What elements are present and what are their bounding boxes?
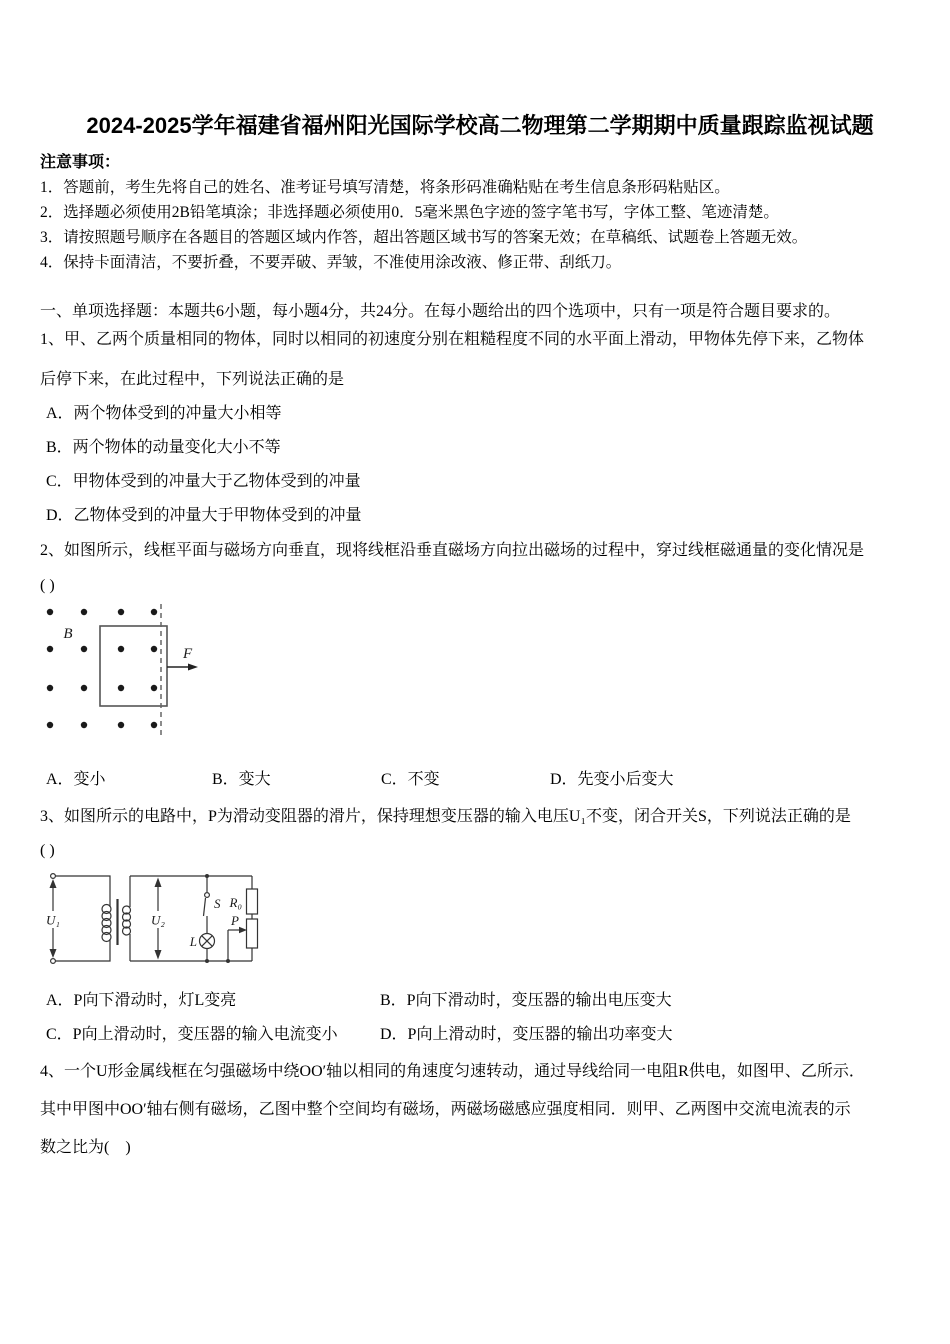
- q1-option-c: C．甲物体受到的冲量大于乙物体受到的冲量: [46, 473, 361, 490]
- q3-option-c: C．P向上滑动时，变压器的输入电流变小: [46, 1026, 338, 1043]
- input-terminal-bottom: [51, 959, 56, 964]
- question-1: [40, 329, 920, 526]
- q1-option-a: A．两个物体受到的冲量大小相等: [46, 405, 282, 422]
- q3-options-row2: [40, 1024, 920, 1045]
- switch-label: S: [214, 896, 221, 911]
- notice-section: [40, 152, 920, 273]
- section-heading: 一、单项选择题：本题共6小题，每小题4分，共24分。在每小题给出的四个选项中，只有一项是符合题目要求的。: [40, 303, 841, 320]
- switch-contact: [205, 893, 210, 898]
- q4-text-line1: 4、一个U形金属线框在匀强磁场中绕OO′轴以相同的角速度匀速转动，通过导线给同一电阻R供电，如图甲、乙所示．: [40, 1063, 865, 1080]
- lamp-label: L: [189, 934, 197, 949]
- q1-text-line2: 后停下来，在此过程中，下列说法正确的是: [40, 371, 345, 388]
- question-4: [40, 1061, 920, 1158]
- q3-options-row1: [40, 990, 920, 1011]
- q3-option-a: A．P向下滑动时，灯L变亮: [46, 992, 237, 1009]
- q2-options-row: [40, 769, 920, 790]
- rheostat: [247, 919, 258, 948]
- q3-option-b: B．P向下滑动时，变压器的输出电压变大: [380, 992, 672, 1009]
- q2-option-b: B．变大: [212, 771, 271, 788]
- wire-frame: [100, 626, 167, 706]
- q2-option-a: A．变小: [46, 771, 106, 788]
- q2-answer-brackets: ( ): [40, 577, 55, 594]
- question-2: [40, 540, 920, 790]
- junction-dot: [205, 959, 209, 963]
- q4-text-line3: 数之比为( ): [40, 1139, 131, 1156]
- u1-label: U₁: [46, 912, 60, 928]
- force-label-f: F: [183, 646, 193, 662]
- secondary-coil: [123, 906, 131, 935]
- q4-text-line2: 其中甲图中OO′轴右侧有磁场，乙图中整个空间均有磁场，两磁场磁感应强度相同．则甲、乙两图中交流电流表的示: [40, 1101, 851, 1118]
- q2-option-d: D．先变小后变大: [550, 771, 674, 788]
- question-3: [40, 806, 920, 1045]
- q1-text-line1: 1、甲、乙两个质量相同的物体，同时以相同的初速度分别在粗糙程度不同的水平面上滑动，甲物体先停下来，乙物体: [40, 331, 865, 348]
- junction-dot: [226, 959, 230, 963]
- switch-blade: [204, 898, 206, 916]
- resistor-label: R₀: [229, 895, 242, 910]
- slider-label: P: [231, 913, 239, 928]
- page-title: 2024-2025学年福建省福州阳光国际学校高二物理第二学期期中质量跟踪监视试题: [86, 113, 874, 138]
- notice-item-3: 3．请按照题号顺序在各题目的答题区域内作答，超出答题区域书写的答案无效；在草稿纸、试题卷上答题无效。: [40, 229, 808, 246]
- input-terminal-top: [51, 874, 56, 879]
- notice-item-2: 2．选择题必须使用2B铅笔填涂；非选择题必须使用0．5毫米黑色字迹的签字笔书写，字体工整、笔迹清楚。: [40, 204, 779, 221]
- u2-label: U₂: [151, 912, 165, 928]
- q1-option-b: B．两个物体的动量变化大小不等: [46, 439, 281, 456]
- q2-option-c: C．不变: [381, 771, 440, 788]
- q2-figure-magnetic-field: [40, 598, 270, 750]
- q1-option-d: D．乙物体受到的冲量大于甲物体受到的冲量: [46, 507, 362, 524]
- q3-circuit-figure: [40, 861, 320, 981]
- fixed-resistor: [247, 889, 258, 914]
- q2-text: 2、如图所示，线框平面与磁场方向垂直，现将线框沿垂直磁场方向拉出磁场的过程中，穿过线框磁通量的变化情况是: [40, 542, 865, 559]
- q3-option-d: D．P向上滑动时，变压器的输出功率变大: [380, 1026, 673, 1043]
- lamp-symbol: [200, 934, 215, 949]
- q3-text: 3、如图所示的电路中，P为滑动变阻器的滑片，保持理想变压器的输入电压U₁不变，闭合开关S，下列说法正确的是: [40, 808, 851, 825]
- force-arrow: [167, 664, 198, 671]
- field-label-b: B: [63, 626, 73, 642]
- notice-item-1: 1．答题前，考生先将自己的姓名、准考证号填写清楚，将条形码准确粘贴在考生信息条形码粘贴区。: [40, 179, 730, 196]
- q3-answer-brackets: ( ): [40, 842, 55, 859]
- notice-item-4: 4．保持卡面清洁，不要折叠，不要弄破、弄皱，不准使用涂改液、修正带、刮纸刀。: [40, 254, 622, 271]
- primary-coil: [102, 905, 111, 942]
- notice-heading: 注意事项：: [40, 154, 121, 171]
